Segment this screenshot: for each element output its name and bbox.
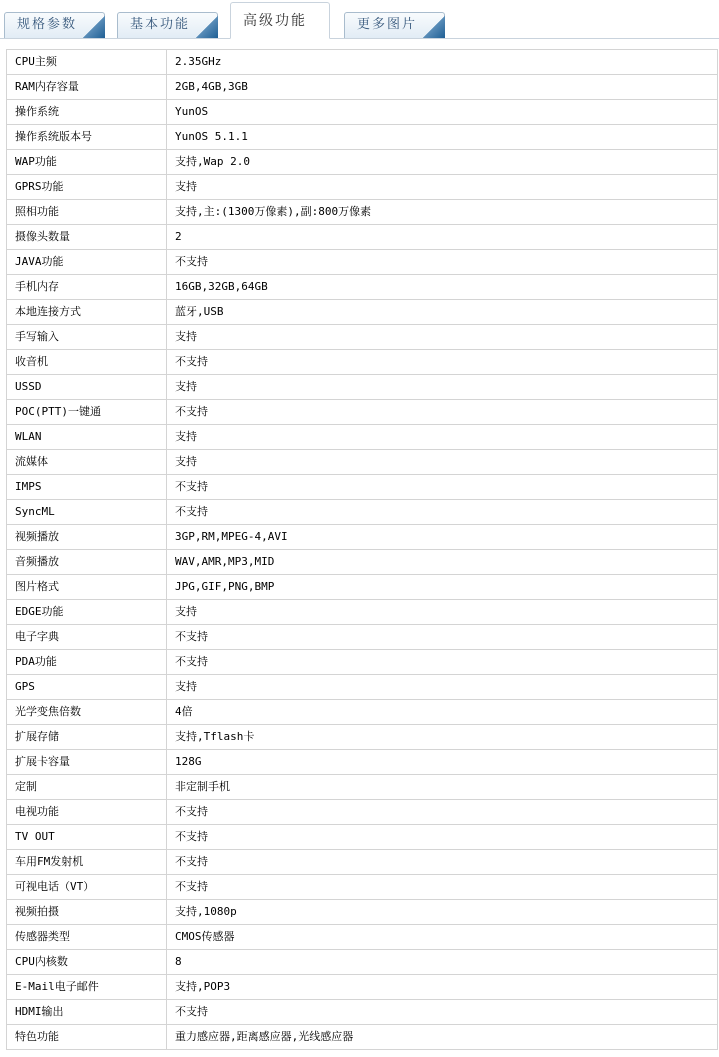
table-row (7, 825, 718, 850)
spec-value: 支持 (167, 325, 718, 350)
table-row (7, 350, 718, 375)
table-row (7, 50, 718, 75)
spec-value: 支持 (167, 600, 718, 625)
spec-key: GPS (7, 675, 167, 700)
table-row (7, 700, 718, 725)
spec-key: 电视功能 (7, 800, 167, 825)
spec-key: 操作系统 (7, 100, 167, 125)
table-row (7, 275, 718, 300)
spec-value: 蓝牙,USB (167, 300, 718, 325)
spec-value: WAV,AMR,MP3,MID (167, 550, 718, 575)
spec-value: 2 (167, 225, 718, 250)
spec-value: YunOS 5.1.1 (167, 125, 718, 150)
spec-key: 光学变焦倍数 (7, 700, 167, 725)
spec-key: GPRS功能 (7, 175, 167, 200)
spec-value: 2.35GHz (167, 50, 718, 75)
spec-key: 音频播放 (7, 550, 167, 575)
table-row (7, 975, 718, 1000)
spec-table-container (6, 49, 718, 1050)
table-row (7, 800, 718, 825)
table-row (7, 950, 718, 975)
spec-value: JPG,GIF,PNG,BMP (167, 575, 718, 600)
spec-value: 支持 (167, 425, 718, 450)
table-row (7, 600, 718, 625)
spec-key: 定制 (7, 775, 167, 800)
spec-value: 支持,Tflash卡 (167, 725, 718, 750)
table-row (7, 175, 718, 200)
tab-specs[interactable]: 规格参数 (4, 12, 105, 38)
table-row (7, 475, 718, 500)
spec-value: 16GB,32GB,64GB (167, 275, 718, 300)
spec-key: 电子字典 (7, 625, 167, 650)
table-row (7, 525, 718, 550)
spec-key: EDGE功能 (7, 600, 167, 625)
table-row (7, 625, 718, 650)
spec-value: 不支持 (167, 825, 718, 850)
spec-key: WLAN (7, 425, 167, 450)
spec-key: 特色功能 (7, 1025, 167, 1050)
table-row (7, 125, 718, 150)
spec-value: 支持 (167, 175, 718, 200)
spec-value: 不支持 (167, 625, 718, 650)
spec-value: 重力感应器,距离感应器,光线感应器 (167, 1025, 718, 1050)
table-row (7, 675, 718, 700)
table-row (7, 425, 718, 450)
spec-value: 支持 (167, 675, 718, 700)
spec-value: 不支持 (167, 850, 718, 875)
table-row (7, 225, 718, 250)
spec-key: TV OUT (7, 825, 167, 850)
spec-value: 支持 (167, 375, 718, 400)
table-row (7, 1025, 718, 1050)
spec-key: 图片格式 (7, 575, 167, 600)
spec-key: 流媒体 (7, 450, 167, 475)
spec-value: 2GB,4GB,3GB (167, 75, 718, 100)
spec-key: USSD (7, 375, 167, 400)
spec-key: JAVA功能 (7, 250, 167, 275)
table-row (7, 850, 718, 875)
tab-more-images[interactable]: 更多图片 (344, 12, 445, 38)
spec-key: 扩展卡容量 (7, 750, 167, 775)
spec-value: YunOS (167, 100, 718, 125)
table-row (7, 300, 718, 325)
spec-value: 不支持 (167, 1000, 718, 1025)
spec-value: CMOS传感器 (167, 925, 718, 950)
spec-key: RAM内存容量 (7, 75, 167, 100)
table-row (7, 725, 718, 750)
table-row (7, 650, 718, 675)
table-row (7, 150, 718, 175)
spec-key: POC(PTT)一键通 (7, 400, 167, 425)
table-row (7, 875, 718, 900)
spec-value: 4倍 (167, 700, 718, 725)
table-row (7, 900, 718, 925)
spec-key: 手写输入 (7, 325, 167, 350)
table-row (7, 375, 718, 400)
table-row (7, 925, 718, 950)
spec-key: 视频拍摄 (7, 900, 167, 925)
spec-table (6, 49, 718, 1050)
table-row (7, 500, 718, 525)
spec-key: 手机内存 (7, 275, 167, 300)
spec-key: 操作系统版本号 (7, 125, 167, 150)
spec-value: 支持,1080p (167, 900, 718, 925)
spec-value: 不支持 (167, 875, 718, 900)
spec-value: 支持 (167, 450, 718, 475)
table-row (7, 550, 718, 575)
table-row (7, 100, 718, 125)
spec-key: 车用FM发射机 (7, 850, 167, 875)
tab-advanced-functions[interactable]: 高级功能 (230, 2, 330, 39)
spec-value: 支持,Wap 2.0 (167, 150, 718, 175)
table-row (7, 250, 718, 275)
table-row (7, 325, 718, 350)
spec-value: 3GP,RM,MPEG-4,AVI (167, 525, 718, 550)
spec-value: 支持,主:(1300万像素),副:800万像素 (167, 200, 718, 225)
spec-key: CPU内核数 (7, 950, 167, 975)
spec-key: 扩展存储 (7, 725, 167, 750)
tab-basic-functions[interactable]: 基本功能 (117, 12, 218, 38)
spec-table-body (7, 50, 718, 1050)
spec-key: 本地连接方式 (7, 300, 167, 325)
spec-value: 支持,POP3 (167, 975, 718, 1000)
spec-value: 128G (167, 750, 718, 775)
spec-value: 不支持 (167, 500, 718, 525)
spec-key: 视频播放 (7, 525, 167, 550)
spec-value: 不支持 (167, 650, 718, 675)
table-row (7, 450, 718, 475)
spec-value: 不支持 (167, 400, 718, 425)
tab-bar-baseline (0, 38, 719, 39)
spec-key: PDA功能 (7, 650, 167, 675)
spec-key: 照相功能 (7, 200, 167, 225)
spec-key: 可视电话（VT） (7, 875, 167, 900)
tab-bar (0, 0, 719, 40)
table-row (7, 775, 718, 800)
spec-value: 不支持 (167, 800, 718, 825)
spec-key: 传感器类型 (7, 925, 167, 950)
spec-key: E-Mail电子邮件 (7, 975, 167, 1000)
table-row (7, 1000, 718, 1025)
table-row (7, 400, 718, 425)
spec-key: IMPS (7, 475, 167, 500)
spec-key: 摄像头数量 (7, 225, 167, 250)
table-row (7, 75, 718, 100)
spec-key: CPU主频 (7, 50, 167, 75)
table-row (7, 200, 718, 225)
spec-value: 不支持 (167, 475, 718, 500)
spec-value: 非定制手机 (167, 775, 718, 800)
spec-value: 不支持 (167, 350, 718, 375)
spec-key: WAP功能 (7, 150, 167, 175)
spec-key: 收音机 (7, 350, 167, 375)
table-row (7, 750, 718, 775)
spec-value: 8 (167, 950, 718, 975)
spec-key: HDMI输出 (7, 1000, 167, 1025)
spec-key: SyncML (7, 500, 167, 525)
table-row (7, 575, 718, 600)
spec-value: 不支持 (167, 250, 718, 275)
